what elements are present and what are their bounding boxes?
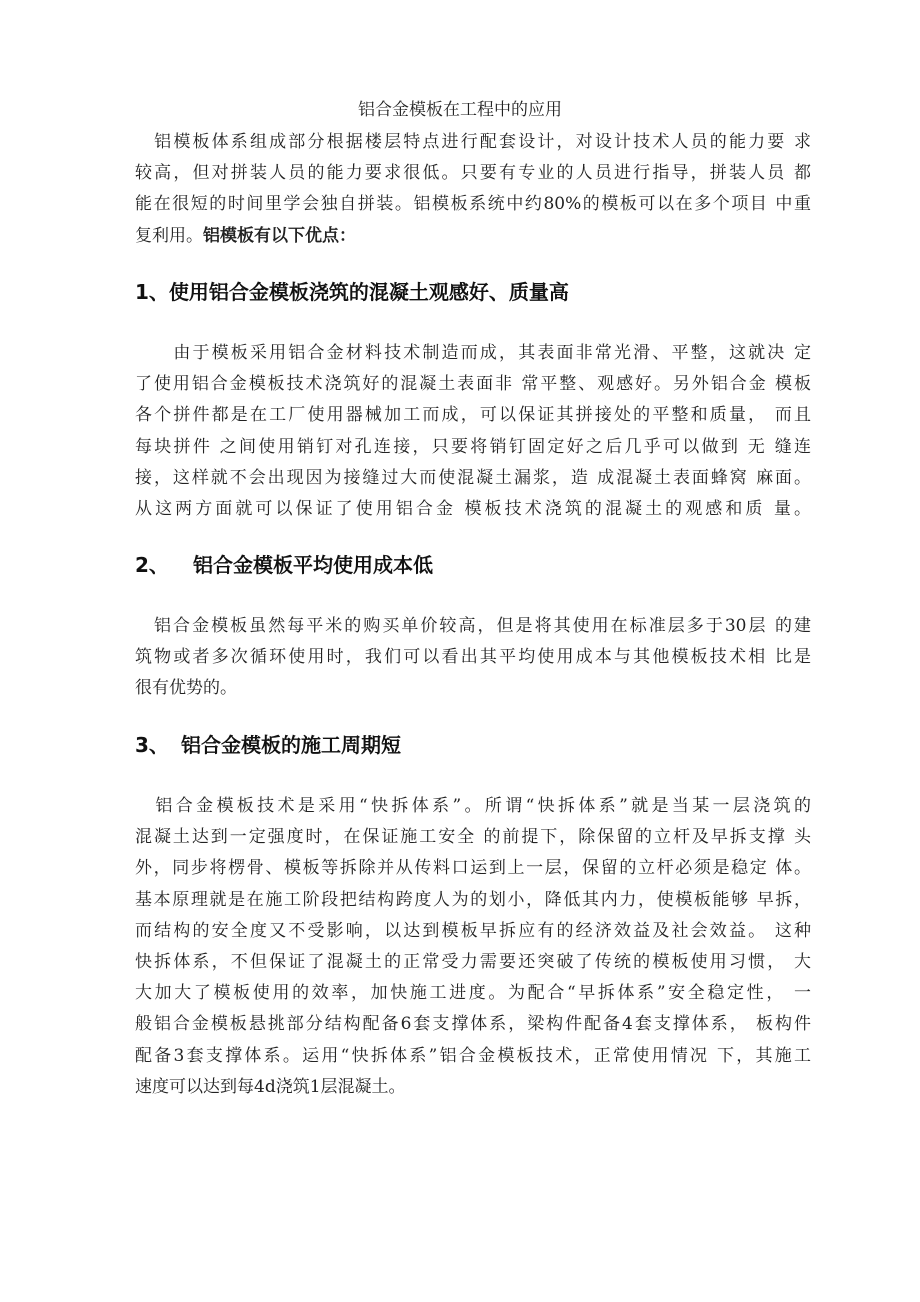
- section-2-paragraph: [135, 611, 811, 705]
- paragraph-line: 铝合金模板虽然每平米的购买单价较高，但是将其使用在标准层多于30层 的建: [135, 616, 811, 636]
- section-number: 3、: [135, 733, 169, 757]
- paragraph-line: 从这两方面就可以保证了使用铝合金 模板技术浇筑的混凝土的观感和质 量。: [135, 498, 811, 519]
- paragraph-line: 铝模板体系组成部分根据楼层特点进行配套设计，对设计技术人员的能力要 求: [135, 132, 811, 152]
- paragraph-line: 大加大了模板使用的效率，加快施工进度。为配合“早拆体系”安全稳定性， 一: [135, 983, 811, 1004]
- section-3-paragraph: [135, 791, 811, 1103]
- paragraph-line: [135, 221, 811, 252]
- paragraph-line: 每块拼件 之间使用销钉对孔连接，只要将销钉固定好之后几乎可以做到 无 缝连: [135, 436, 811, 457]
- section-heading-3: [135, 730, 401, 760]
- paragraph-line: 较高，但对拼装人员的能力要求很低。只要有专业的人员进行指导，拼装人员 都: [135, 163, 811, 184]
- paragraph-line: 而结构的安全度又不受影响，以达到模板早拆应有的经济效益及社会效益。 这种: [135, 920, 811, 941]
- paragraph-line: 速度可以达到每4d浇筑1层混凝土。: [135, 1076, 406, 1097]
- paragraph-line: 基本原理就是在施工阶段把结构跨度人为的划小，降低其内力，使模板能够 早拆，: [135, 889, 811, 910]
- paragraph-line: 很有优势的。: [135, 678, 237, 699]
- paragraph-line: 能在很短的时间里学会独自拼装。铝模板系统中约80%的模板可以在多个项目 中重: [135, 194, 811, 215]
- section-heading-1: [135, 277, 569, 307]
- paragraph-line: 混凝土达到一定强度时，在保证施工安全 的前提下，除保留的立杆及早拆支撑 头: [135, 827, 811, 848]
- section-title: 铝合金模板平均使用成本低: [193, 553, 433, 577]
- intro-paragraph: [135, 127, 811, 252]
- paragraph-line: 铝合金模板技术是采用“快拆体系”。所谓“快拆体系”就是当某一层浇筑的: [135, 796, 811, 816]
- advantages-lead: 铝模板有以下优点：: [203, 225, 356, 246]
- paragraph-line: 由于模板采用铝合金材料技术制造而成，其表面非常光滑、平整，这就决 定: [135, 343, 811, 363]
- paragraph-text: 复利用。: [135, 225, 203, 246]
- document-title: 铝合金模板在工程中的应用: [358, 100, 562, 120]
- paragraph-line: 快拆体系，不但保证了混凝土的正常受力需要还突破了传统的模板使用习惯， 大: [135, 951, 811, 972]
- section-number: 1、: [135, 280, 169, 304]
- paragraph-line: 般铝合金模板悬挑部分结构配备6套支撑体系，梁构件配备4套支撑体系， 板构件: [135, 1014, 811, 1035]
- paragraph-line: 筑物或者多次循环使用时，我们可以看出其平均使用成本与其他模板技术相 比是: [135, 647, 811, 668]
- paragraph-line: 外，同步将楞骨、模板等拆除并从传料口运到上一层，保留的立杆必须是稳定 体。: [135, 858, 811, 879]
- section-title: 使用铝合金模板浇筑的混凝土观感好、质量高: [168, 280, 569, 304]
- section-title: 铝合金模板的施工周期短: [181, 733, 401, 757]
- section-1-paragraph: [135, 338, 811, 525]
- paragraph-line: 接，这样就不会出现因为接缝过大而使混凝土漏浆，造 成混凝土表面蜂窝 麻面。: [135, 467, 811, 488]
- paragraph-line: 了使用铝合金模板技术浇筑好的混凝土表面非 常平整、观感好。另外铝合金 模板: [135, 374, 811, 395]
- section-number: 2、: [135, 553, 169, 577]
- paragraph-line: 配备3套支撑体系。运用“快拆体系”铝合金模板技术，正常使用情况 下，其施工: [135, 1045, 811, 1066]
- section-heading-2: [135, 550, 433, 580]
- paragraph-line: 各个拼件都是在工厂使用器械加工而成，可以保证其拼接处的平整和质量， 而且: [135, 405, 811, 426]
